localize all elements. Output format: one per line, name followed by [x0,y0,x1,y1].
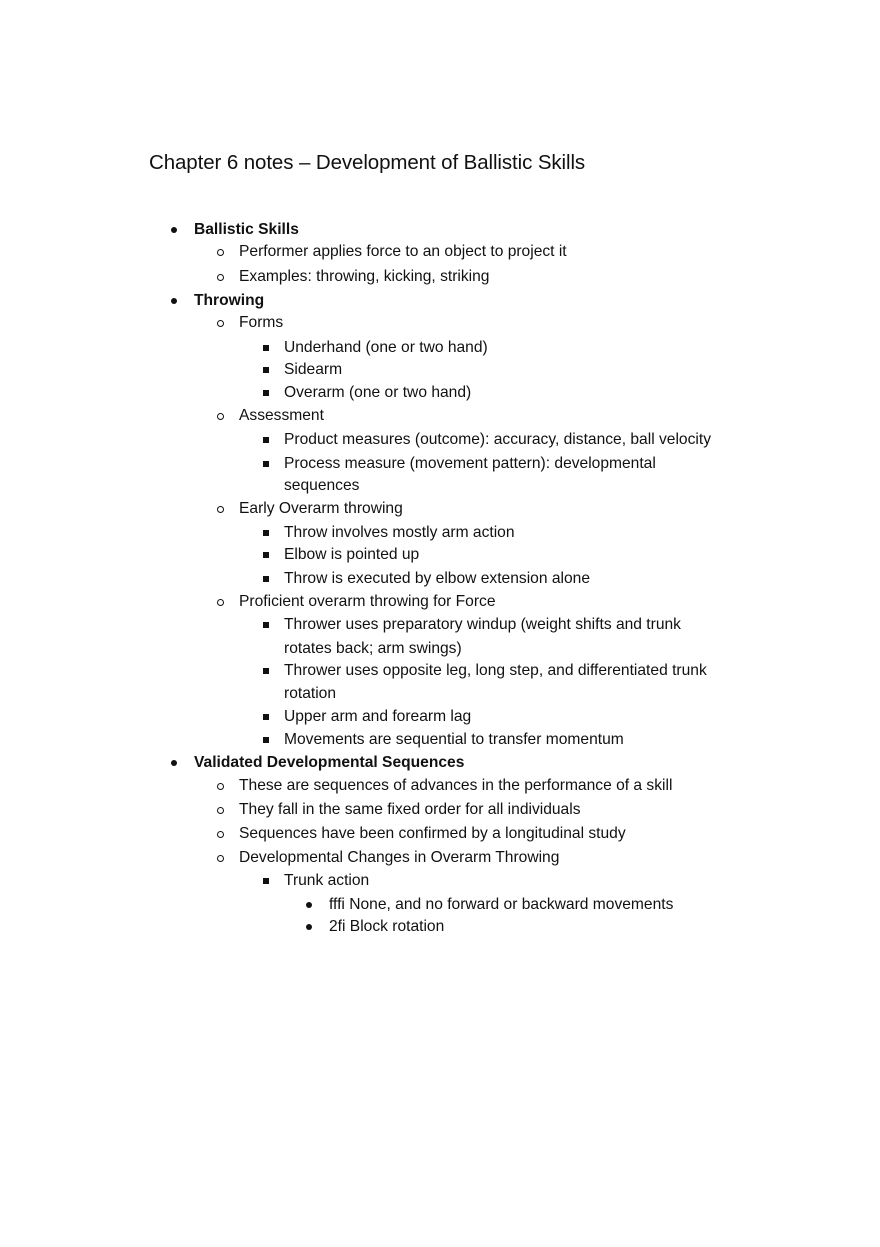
bullet-circle-icon [217,599,224,606]
bullet-circle-icon [217,807,224,814]
bullet-square-icon [263,530,269,536]
bullet-disc-icon [306,902,312,908]
list-item: fffi None, and no forward or backward movements [329,896,674,913]
bullet-square-icon [263,390,269,396]
bullet-square-icon [263,461,269,467]
list-item: Elbow is pointed up [284,546,420,563]
list-item: Sidearm [284,361,343,378]
bullet-square-icon [263,437,269,443]
list-item: Movements are sequential to transfer momentum [284,731,624,748]
list-item: Trunk action [284,872,370,889]
list-item: Validated Developmental Sequences [194,754,465,771]
bullet-square-icon [263,714,269,720]
bullet-circle-icon [217,274,224,281]
list-item: Examples: throwing, kicking, striking [239,268,490,285]
list-item-continuation: rotation [284,685,337,702]
list-item: Thrower uses preparatory windup (weight shifts and trunk [284,616,681,633]
list-item: Throwing [194,292,265,309]
list-item: Developmental Changes in Overarm Throwing [239,849,560,866]
list-item: Throw involves mostly arm action [284,524,515,541]
list-item: Underhand (one or two hand) [284,339,488,356]
list-item: Upper arm and forearm lag [284,708,472,725]
list-item-continuation: sequences [284,477,360,494]
bullet-square-icon [263,668,269,674]
list-item: Assessment [239,407,324,424]
bullet-square-icon [263,737,269,743]
list-item-continuation: rotates back; arm swings) [284,640,462,657]
bullet-circle-icon [217,855,224,862]
list-item: Proficient overarm throwing for Force [239,593,496,610]
bullet-square-icon [263,367,269,373]
list-item: Performer applies force to an object to project it [239,243,567,260]
bullet-square-icon [263,622,269,628]
list-item: Product measures (outcome): accuracy, distance, ball velocity [284,431,711,448]
list-item: Early Overarm throwing [239,500,403,517]
list-item: Thrower uses opposite leg, long step, and differentiated trunk [284,662,707,679]
page-title: Chapter 6 notes – Development of Ballistic Skills [149,151,586,174]
bullet-circle-icon [217,413,224,420]
list-item: Ballistic Skills [194,221,299,238]
bullet-circle-icon [217,506,224,513]
bullet-circle-icon [217,783,224,790]
list-item: Forms [239,314,284,331]
bullet-disc-icon [171,760,177,766]
bullet-square-icon [263,345,269,351]
bullet-square-icon [263,552,269,558]
bullet-square-icon [263,878,269,884]
bullet-disc-icon [171,227,177,233]
list-item: These are sequences of advances in the performance of a skill [239,777,673,794]
list-item: 2fi Block rotation [329,918,445,935]
list-item: Throw is executed by elbow extension alone [284,570,590,587]
list-item: They fall in the same fixed order for all individuals [239,801,581,818]
bullet-circle-icon [217,249,224,256]
list-item: Process measure (movement pattern): developmental [284,455,656,472]
bullet-disc-icon [306,924,312,930]
bullet-disc-icon [171,298,177,304]
list-item: Overarm (one or two hand) [284,384,472,401]
list-item: Sequences have been confirmed by a longitudinal study [239,825,626,842]
bullet-circle-icon [217,320,224,327]
bullet-circle-icon [217,831,224,838]
bullet-square-icon [263,576,269,582]
